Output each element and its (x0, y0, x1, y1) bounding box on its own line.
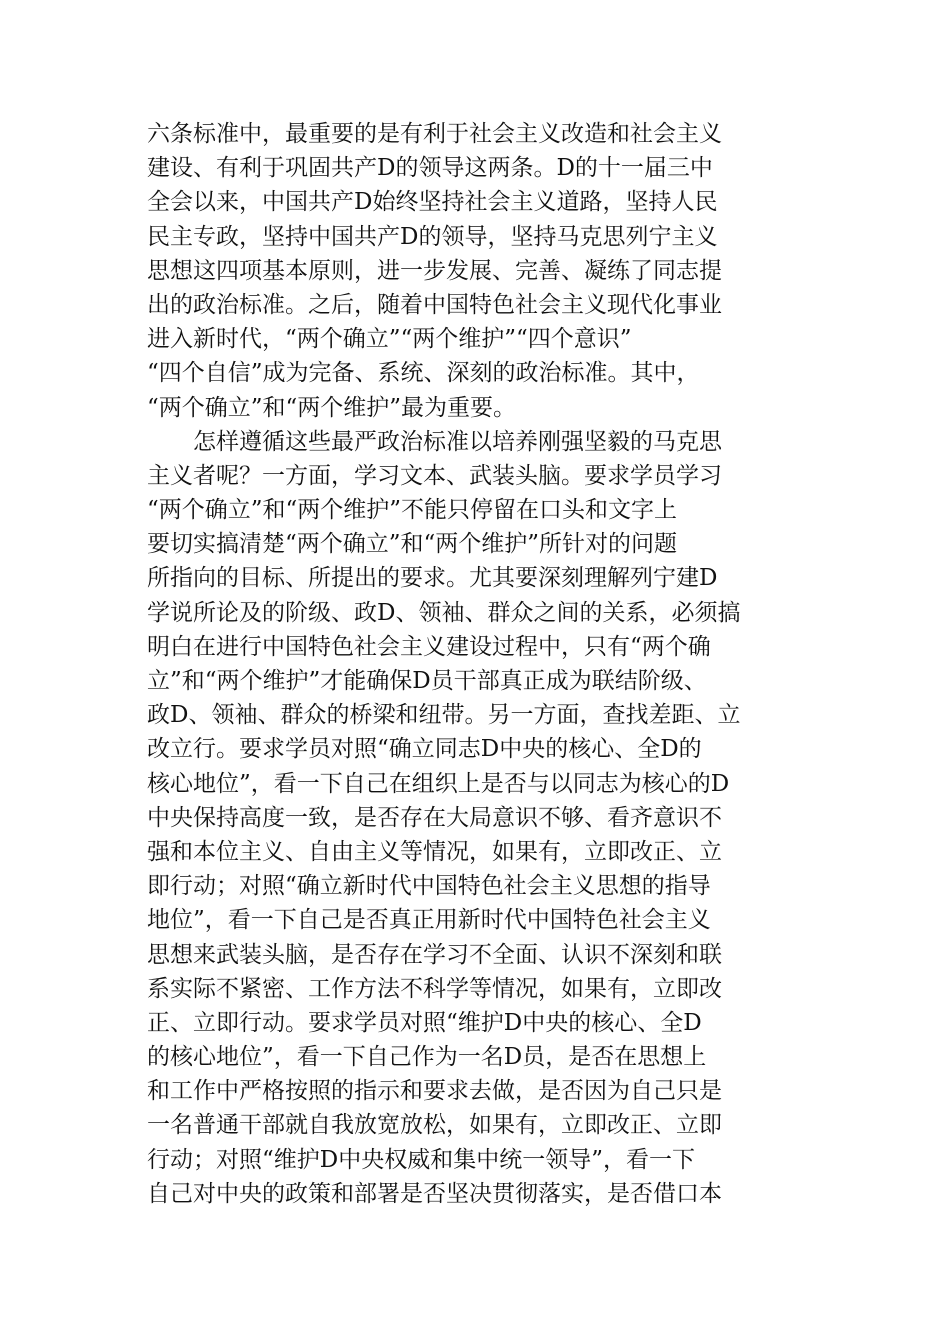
text-line: 出的政治标准。之后，随着中国特色社会主义现代化事业 (147, 291, 722, 318)
text-line: 所指向的目标、所提出的要求。尤其要深刻理解列宁建D (147, 565, 718, 592)
text-line: 核心地位”，看一下自己在组织上是否与以同志为核心的D (147, 770, 730, 797)
text-line: 民主专政，坚持中国共产D的领导，坚持马克思列宁主义 (147, 223, 718, 250)
text-line: 一名普通干部就自我放宽放松，如果有，立即改正、立即 (147, 1112, 722, 1139)
text-line: 政D、领袖、群众的桥梁和纽带。另一方面，查找差距、立 (147, 702, 741, 729)
text-line: “两个确立”和“两个维护”最为重要。 (147, 394, 517, 421)
text-line: 建设、有利于巩固共产D的领导这两条。D的十一届三中 (147, 155, 713, 182)
text-line: 即行动；对照“确立新时代中国特色社会主义思想的指导 (147, 873, 711, 900)
text-line: 六条标准中，最重要的是有利于社会主义改造和社会主义 (147, 121, 722, 147)
body-text (147, 117, 807, 1211)
text-line: 思想这四项基本原则，进一步发展、完善、凝练了同志提 (147, 257, 722, 284)
text-line: 明白在进行中国特色社会主义建设过程中，只有“两个确 (147, 633, 711, 660)
text-line: 要切实搞清楚“两个确立”和“两个维护”所针对的问题 (147, 531, 678, 558)
text-line: 学说所论及的阶级、政D、领袖、群众之间的关系，必须搞 (147, 599, 741, 626)
text-line: 行动；对照“维护D中央权威和集中统一领导”，看一下 (147, 1146, 695, 1173)
text-line: 系实际不紧密、工作方法不科学等情况，如果有，立即改 (147, 975, 722, 1002)
text-line: 思想来武装头脑，是否存在学习不全面、认识不深刻和联 (147, 941, 722, 968)
text-line: “两个确立”和“两个维护”不能只停留在口头和文字上 (147, 497, 678, 524)
text-line: 强和本位主义、自由主义等情况，如果有，立即改正、立 (147, 838, 722, 865)
text-line: 正、立即行动。要求学员对照“维护D中央的核心、全D (147, 1009, 702, 1036)
paragraph-start-line: 怎样遵循这些最严政治标准以培养刚强坚毅的马克思 (147, 428, 722, 455)
text-line: 自己对中央的政策和部署是否坚决贯彻落实，是否借口本 (147, 1180, 722, 1207)
text-line: 立”和“两个维护”才能确保D员干部真正成为联结阶级、 (147, 668, 707, 694)
text-line: 进入新时代，“两个确立”“两个维护”“四个意识” (147, 326, 632, 353)
text-line: 地位”，看一下自己是否真正用新时代中国特色社会主义 (147, 907, 711, 934)
text-line: 改立行。要求学员对照“确立同志D中央的核心、全D的 (147, 736, 702, 763)
text-line: 全会以来，中国共产D始终坚持社会主义道路，坚持人民 (147, 189, 718, 216)
text-line: “四个自信”成为完备、系统、深刻的政治标准。其中， (147, 360, 700, 387)
text-line: 和工作中严格按照的指示和要求去做，是否因为自己只是 (147, 1078, 722, 1105)
text-line: 中央保持高度一致，是否存在大局意识不够、看齐意识不 (147, 804, 722, 831)
text-line: 主义者呢？一方面，学习文本、武装头脑。要求学员学习 (147, 462, 722, 489)
text-line: 的核心地位”，看一下自己作为一名D员，是否在思想上 (147, 1044, 707, 1071)
